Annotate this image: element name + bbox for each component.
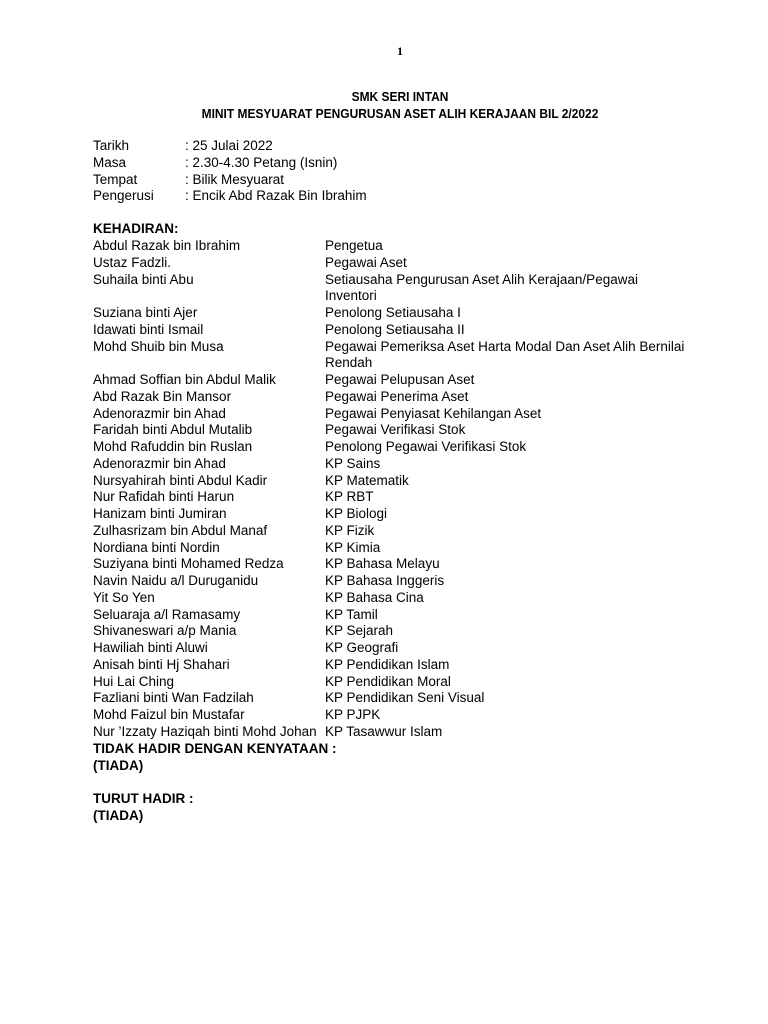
member-name: Adenorazmir bin Ahad bbox=[93, 455, 226, 471]
member-role: KP Matematik bbox=[325, 472, 409, 488]
member-role: Setiausaha Pengurusan Aset Alih Kerajaan/Pegawai Inventori bbox=[325, 271, 638, 304]
page-number: 1 bbox=[397, 44, 403, 58]
member-name: Anisah binti Hj Shahari bbox=[93, 656, 230, 672]
meta-row-chair bbox=[93, 188, 367, 205]
attendance-row bbox=[93, 489, 693, 506]
member-name: Fazliani binti Wan Fadzilah bbox=[93, 690, 254, 706]
member-name: Adenorazmir bin Ahad bbox=[93, 405, 226, 421]
member-role: KP Bahasa Melayu bbox=[325, 556, 440, 572]
attendance-row bbox=[93, 556, 693, 573]
member-role: Penolong Setiausaha I bbox=[325, 305, 461, 320]
attendance-row bbox=[93, 272, 693, 306]
member-name: Hawiliah binti Aluwi bbox=[93, 640, 208, 655]
member-name: Idawati binti Ismail bbox=[93, 321, 204, 337]
member-role: Pengetua bbox=[325, 238, 383, 253]
member-role: Pegawai Penyiasat Kehilangan Aset bbox=[325, 405, 542, 421]
member-name: Mohd Shuib bin Musa bbox=[93, 338, 224, 354]
also-present-heading: TURUT HADIR : bbox=[93, 791, 194, 806]
attendance-row bbox=[93, 573, 693, 590]
member-name: Nur ’Izzaty Haziqah binti Mohd Johan bbox=[93, 723, 317, 739]
attendance-list bbox=[93, 238, 693, 741]
attendance-row bbox=[93, 640, 693, 657]
meta-label: Pengerusi bbox=[93, 188, 154, 204]
attendance-row bbox=[93, 422, 693, 439]
attendance-row bbox=[93, 305, 693, 322]
member-name: Yit So Yen bbox=[93, 589, 155, 605]
member-role: KP Fizik bbox=[325, 522, 375, 538]
member-role: Pegawai Pemeriksa Aset Harta Modal Dan Aset Alih Bernilai Rendah bbox=[325, 338, 685, 371]
member-name: Abd Razak Bin Mansor bbox=[93, 388, 232, 404]
attendance-row bbox=[93, 674, 693, 691]
member-name: Seluaraja a/l Ramasamy bbox=[93, 606, 241, 622]
meta-value: : 2.30-4.30 Petang (Isnin) bbox=[185, 154, 338, 170]
member-name: Hanizam binti Jumiran bbox=[93, 506, 227, 521]
attendance-row bbox=[93, 607, 693, 624]
absent-value: (TIADA) bbox=[93, 758, 144, 773]
member-role: KP Pendidikan Seni Visual bbox=[325, 690, 485, 706]
member-name: Nursyahirah binti Abdul Kadir bbox=[93, 472, 268, 488]
attendance-row bbox=[93, 456, 693, 473]
member-name: Ustaz Fadzli. bbox=[93, 254, 172, 270]
attendance-row bbox=[93, 322, 693, 339]
member-name: Ahmad Soffian bin Abdul Malik bbox=[93, 372, 276, 387]
attendance-row bbox=[93, 406, 693, 423]
absent-heading: TIDAK HADIR DENGAN KENYATAAN : bbox=[93, 741, 337, 756]
member-role: KP Biologi bbox=[325, 506, 388, 521]
member-name: Abdul Razak bin Ibrahim bbox=[93, 238, 241, 253]
member-name: Suziyana binti Mohamed Redza bbox=[93, 556, 284, 572]
member-name: Nur Rafidah binti Harun bbox=[93, 489, 235, 505]
member-role: Pegawai Verifikasi Stok bbox=[325, 422, 466, 438]
member-name: Hui Lai Ching bbox=[93, 673, 175, 689]
member-name: Faridah binti Abdul Mutalib bbox=[93, 422, 253, 438]
member-name: Suziana binti Ajer bbox=[93, 305, 198, 320]
attendance-row bbox=[93, 255, 693, 272]
member-name: Shivaneswari a/p Mania bbox=[93, 623, 237, 639]
member-name: Navin Naidu a/l Duruganidu bbox=[93, 573, 259, 588]
member-role: KP Bahasa Cina bbox=[325, 589, 424, 605]
attendance-row bbox=[93, 473, 693, 490]
member-role: Pegawai Penerima Aset bbox=[325, 388, 469, 404]
attendance-row bbox=[93, 623, 693, 640]
attendance-row bbox=[93, 389, 693, 406]
attendance-row bbox=[93, 523, 693, 540]
meta-value: : Encik Abd Razak Bin Ibrahim bbox=[185, 188, 367, 204]
meta-row-date bbox=[93, 138, 367, 155]
meta-row-time bbox=[93, 155, 367, 172]
member-role: KP Tamil bbox=[325, 606, 378, 622]
member-name: Mohd Rafuddin bin Ruslan bbox=[93, 439, 253, 454]
member-role: Penolong Pegawai Verifikasi Stok bbox=[325, 439, 527, 454]
also-present-value: (TIADA) bbox=[93, 808, 144, 823]
attendance-row bbox=[93, 506, 693, 523]
attendance-row bbox=[93, 707, 693, 724]
meta-label: Tarikh bbox=[93, 138, 130, 153]
school-name: SMK SERI INTAN bbox=[351, 89, 449, 104]
meeting-details bbox=[93, 138, 367, 205]
meta-value: : Bilik Mesyuarat bbox=[185, 171, 285, 187]
member-role: Pegawai Pelupusan Aset bbox=[325, 372, 475, 387]
member-role: KP PJPK bbox=[325, 707, 381, 722]
member-role: KP Pendidikan Islam bbox=[325, 656, 450, 672]
member-role: KP Bahasa Inggeris bbox=[325, 573, 445, 588]
attendance-heading: KEHADIRAN: bbox=[93, 221, 179, 236]
meta-label: Masa bbox=[93, 154, 127, 170]
member-name: Nordiana binti Nordin bbox=[93, 539, 220, 555]
attendance-row bbox=[93, 657, 693, 674]
member-role: KP Tasawwur Islam bbox=[325, 723, 443, 739]
member-role: Penolong Setiausaha II bbox=[325, 321, 465, 337]
document-title: MINIT MESYUARAT PENGURUSAN ASET ALIH KERAJAAN BIL 2/2022 bbox=[201, 106, 599, 121]
meta-label: Tempat bbox=[93, 171, 138, 187]
member-role: KP Kimia bbox=[325, 539, 381, 555]
member-name: Suhaila binti Abu bbox=[93, 271, 194, 287]
attendance-row bbox=[93, 690, 693, 707]
member-role: KP Geografi bbox=[325, 640, 399, 655]
document-header bbox=[0, 88, 768, 122]
attendance-row bbox=[93, 540, 693, 557]
meta-row-venue bbox=[93, 172, 367, 189]
attendance-row bbox=[93, 238, 693, 255]
member-role: KP Sains bbox=[325, 455, 381, 471]
attendance-row bbox=[93, 339, 693, 373]
member-role: Pegawai Aset bbox=[325, 254, 407, 270]
attendance-row bbox=[93, 439, 693, 456]
member-name: Zulhasrizam bin Abdul Manaf bbox=[93, 522, 268, 538]
attendance-row bbox=[93, 590, 693, 607]
meta-value: : 25 Julai 2022 bbox=[185, 138, 273, 153]
member-name: Mohd Faizul bin Mustafar bbox=[93, 707, 245, 722]
member-role: KP Pendidikan Moral bbox=[325, 673, 451, 689]
member-role: KP Sejarah bbox=[325, 623, 394, 639]
attendance-row bbox=[93, 724, 693, 741]
attendance-row bbox=[93, 372, 693, 389]
member-role: KP RBT bbox=[325, 489, 374, 505]
